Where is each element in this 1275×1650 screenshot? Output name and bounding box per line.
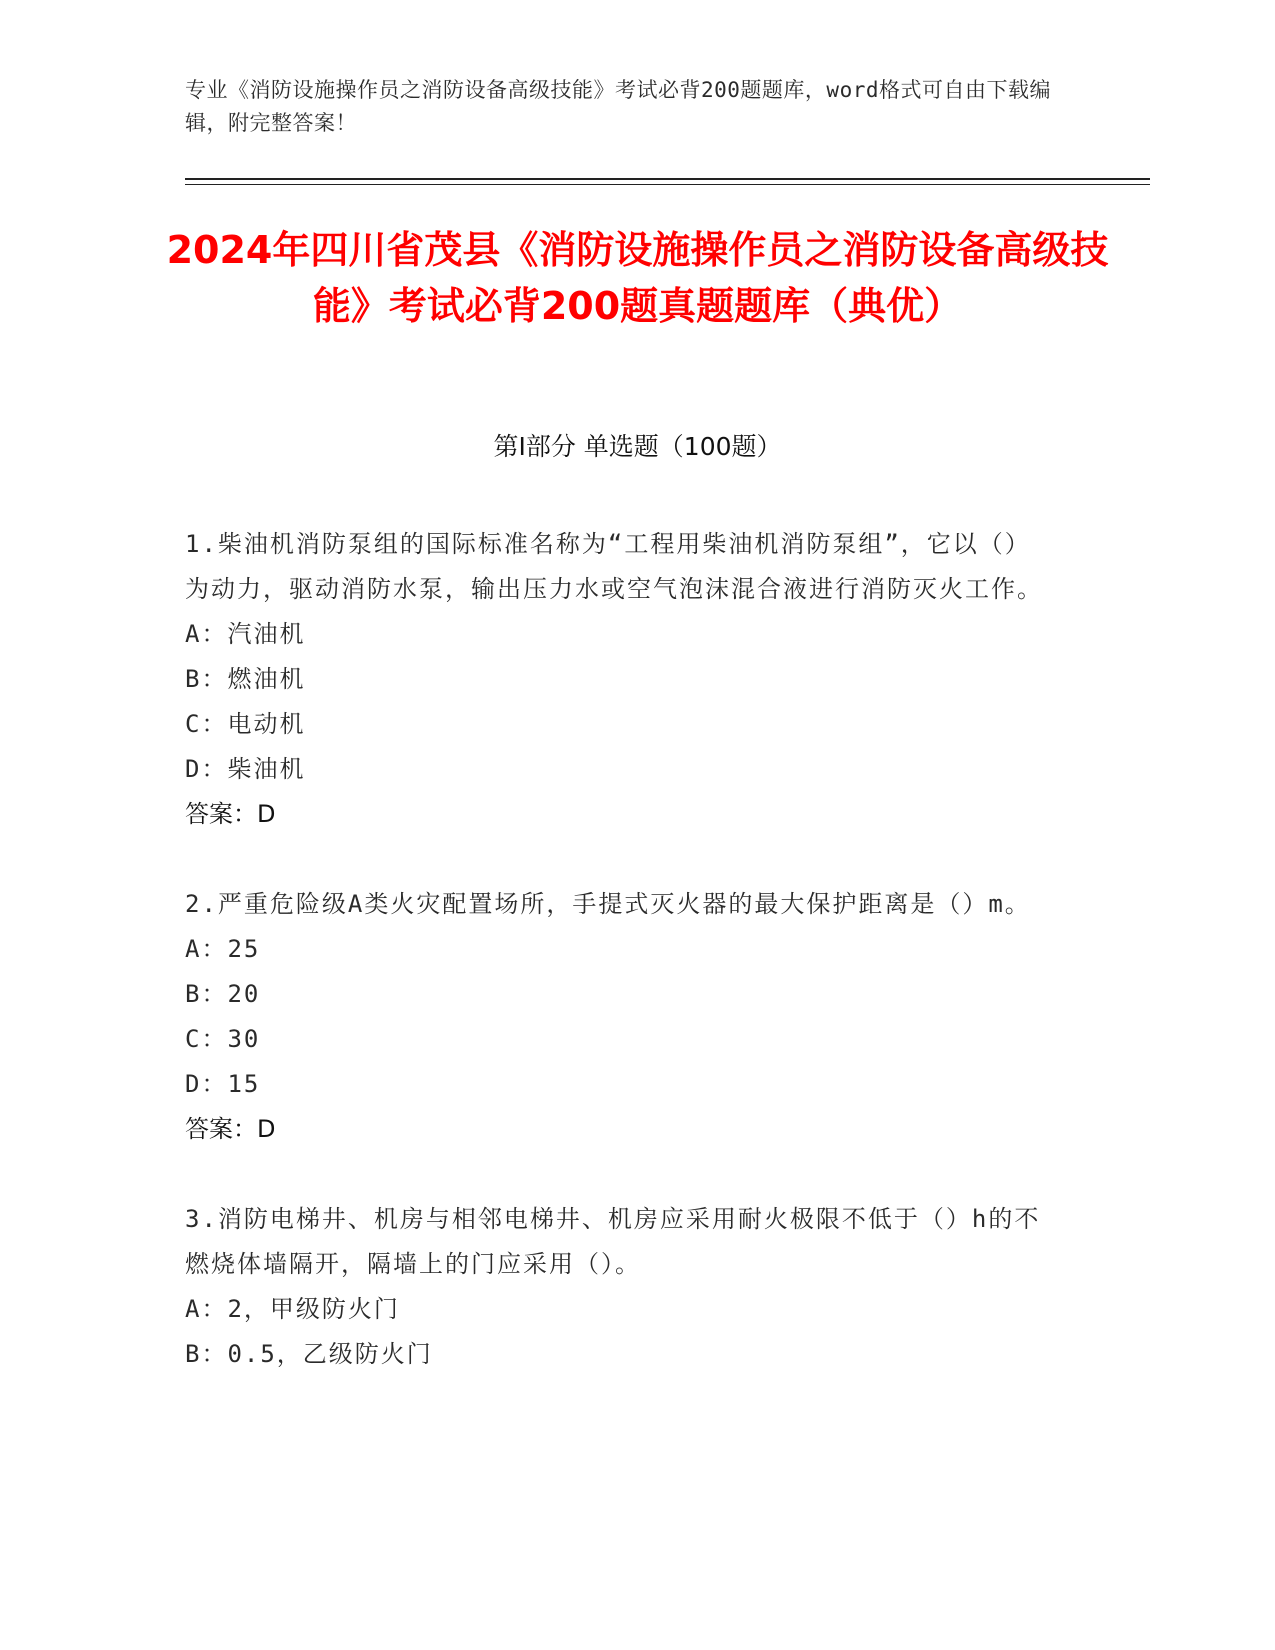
section-title: 第I部分 单选题（100题） bbox=[493, 432, 782, 461]
option-a: A：2，甲级防火门 bbox=[185, 1295, 400, 1323]
question-stem: 2.严重危险级A类火灾配置场所，手提式灭火器的最大保护距离是（）m。 bbox=[185, 890, 1031, 918]
option-c: C：电动机 bbox=[185, 710, 306, 738]
question-1 bbox=[185, 522, 1055, 837]
question-stem: 3.消防电梯井、机房与相邻电梯井、机房应采用耐火极限不低于（）h的不燃烧体墙隔开，隔墙上的门应采用（）。 bbox=[185, 1205, 1041, 1278]
option-c: C：30 bbox=[185, 1025, 261, 1053]
question-list bbox=[185, 522, 1055, 1422]
answer: 答案：D bbox=[185, 1115, 276, 1143]
document-title: 2024年四川省茂县《消防设施操作员之消防设备高级技能》考试必背200题真题题库（典优） bbox=[166, 228, 1109, 328]
question-2 bbox=[185, 882, 1055, 1152]
question-3 bbox=[185, 1197, 1055, 1377]
header-note: 专业《消防设施操作员之消防设备高级技能》考试必背200题题库，word格式可自由下载编辑，附完整答案！ bbox=[185, 78, 1051, 135]
option-d: D：15 bbox=[185, 1070, 261, 1098]
question-stem: 1.柴油机消防泵组的国际标准名称为“工程用柴油机消防泵组”，它以（）为动力，驱动消防水泵，输出压力水或空气泡沫混合液进行消防灭火工作。 bbox=[185, 530, 1043, 603]
option-a: A：汽油机 bbox=[185, 620, 306, 648]
option-a: A：25 bbox=[185, 935, 261, 963]
option-d: D：柴油机 bbox=[185, 755, 306, 783]
header-divider-thick bbox=[185, 178, 1150, 180]
option-b: B：20 bbox=[185, 980, 261, 1008]
answer: 答案：D bbox=[185, 800, 276, 828]
option-b: B：燃油机 bbox=[185, 665, 306, 693]
option-b: B：0.5，乙级防火门 bbox=[185, 1340, 433, 1368]
header-divider-thin bbox=[185, 184, 1150, 185]
